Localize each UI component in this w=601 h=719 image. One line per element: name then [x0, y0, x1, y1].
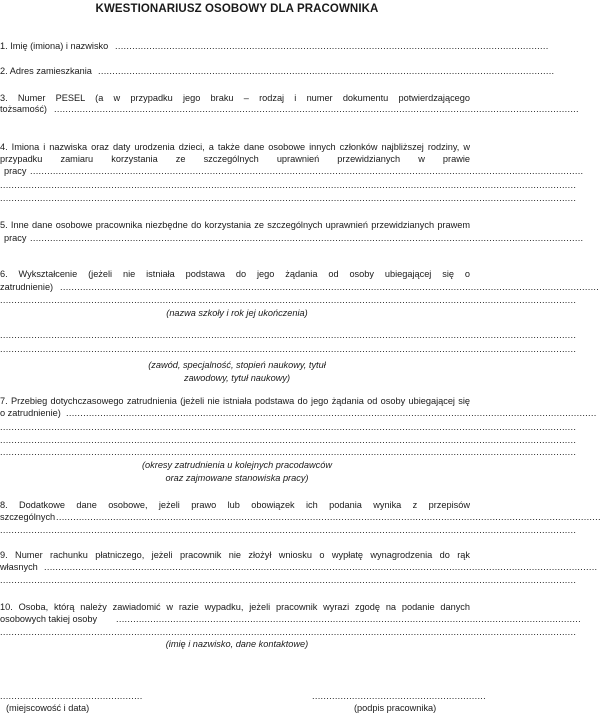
question-8-field-line-1[interactable]: ...............................................................................................................................................................................................	[56, 512, 601, 522]
question-10-label-cont: osobowych takiej osoby	[0, 614, 98, 624]
question-8-label: 8. Dodatkowe dane osobowe, jeżeli prawo lub obowiązek ich podania wynika z przepisów	[0, 500, 470, 510]
question-10-caption: (imię i nazwisko, dane kontaktowe)	[165, 639, 309, 649]
question-4-label-cont2: pracy	[4, 166, 27, 176]
question-10-field-line-2[interactable]: ..........................................................................................................................................................................................................	[0, 627, 577, 637]
place-date-caption: (miejscowość i data)	[6, 703, 90, 713]
question-3-field[interactable]: ........................................................................................................................................................................................	[54, 104, 579, 114]
question-7-field-line-3[interactable]: ..........................................................................................................................................................................................................	[0, 435, 577, 445]
question-6-field-line-3[interactable]: ..........................................................................................................................................................................................................	[0, 330, 577, 340]
question-4-field-line-1[interactable]: ..................................................................................................................................................................................................	[30, 166, 584, 176]
question-6-label-cont: zatrudnienie)	[0, 282, 54, 292]
question-7-field-line-2[interactable]: ..........................................................................................................................................................................................................	[0, 422, 577, 432]
form-title: KWESTIONARIUSZ OSOBOWY DLA PRACOWNIKA	[95, 3, 379, 15]
question-3-label-cont: tożsamość)	[0, 104, 47, 114]
question-4-label: 4. Imiona i nazwiska oraz daty urodzenia dzieci, a także dane osobowe innych członków najbliższej rodziny, w	[0, 142, 470, 152]
signature-field[interactable]: .............................................................	[312, 691, 487, 701]
question-6-field-line-4[interactable]: ..........................................................................................................................................................................................................	[0, 344, 577, 354]
question-5-label: 5. Inne dane osobowe pracownika niezbędne do korzystania ze szczególnych uprawnień przewidzianych prawem	[0, 220, 470, 230]
signature-caption: (podpis pracownika)	[354, 703, 437, 713]
question-6-caption-school: (nazwa szkoły i rok jej ukończenia)	[166, 308, 308, 318]
place-date-field[interactable]: ..................................................	[0, 691, 143, 701]
question-5-field[interactable]: ..................................................................................................................................................................................................	[30, 233, 584, 243]
question-9-label: 9. Numer rachunku płatniczego, jeżeli pracownik nie złożył wniosku o wypłatę wynagrodzenia do rąk	[0, 550, 470, 560]
question-10-field-line-1[interactable]: ...................................................................................................................................................................	[116, 614, 581, 624]
question-6-field-line-1[interactable]: .............................................................................................................................................................................................	[60, 282, 600, 292]
question-1-field[interactable]: ........................................................................................................................................................	[115, 41, 549, 51]
question-6-label: 6. Wykształcenie (jeżeli nie istniała podstawa do jego żądania od osoby ubiegającej się o	[0, 269, 470, 279]
question-7-label-cont: o zatrudnienie)	[0, 408, 61, 418]
question-8-label-cont: szczególnych	[0, 512, 56, 522]
question-6-caption-profession-1: (zawód, specjalność, stopień naukowy, tytuł	[148, 360, 326, 370]
question-9-field-line-2[interactable]: ..........................................................................................................................................................................................................	[0, 575, 577, 585]
question-7-field-line-4[interactable]: ..........................................................................................................................................................................................................	[0, 447, 577, 457]
question-4-field-line-2[interactable]: ..........................................................................................................................................................................................................	[0, 180, 577, 190]
question-7-label: 7. Przebieg dotychczasowego zatrudnienia (jeżeli nie istniała podstawa do jego żądania od osoby ubiegającej się	[0, 396, 470, 406]
question-4-field-line-3[interactable]: ..........................................................................................................................................................................................................	[0, 193, 577, 203]
question-8-field-line-2[interactable]: ..........................................................................................................................................................................................................	[0, 525, 577, 535]
question-6-caption-profession-2: zawodowy, tytuł naukowy)	[183, 373, 291, 383]
question-2-field[interactable]: ................................................................................................................................................................	[98, 66, 555, 76]
question-9-label-cont: własnych	[0, 562, 38, 572]
question-1-label: 1. Imię (imiona) i nazwisko	[0, 41, 109, 51]
question-7-field-line-1[interactable]: ..........................................................................................................................................................................................	[66, 408, 597, 418]
question-7-caption-1: (okresy zatrudnienia u kolejnych pracodawców	[142, 460, 332, 470]
question-2-label: 2. Adres zamieszkania	[0, 66, 92, 76]
question-7-caption-2: oraz zajmowane stanowiska pracy)	[165, 473, 309, 483]
question-6-field-line-2[interactable]: ..........................................................................................................................................................................................................	[0, 295, 577, 305]
question-3-label: 3. Numer PESEL (a w przypadku jego braku – rodzaj i numer dokumentu potwierdzającego	[0, 93, 470, 103]
question-10-label: 10. Osoba, którą należy zawiadomić w razie wypadku, jeżeli pracownik wyrazi zgodę na podanie danych	[0, 602, 470, 612]
question-4-label-cont: przypadku zamiaru korzystania ze szczególnych uprawnień przewidzianych w prawie	[0, 154, 470, 164]
question-9-field-line-1[interactable]: ..................................................................................................................................................................................................	[44, 562, 598, 572]
question-5-label-cont: pracy	[4, 233, 27, 243]
